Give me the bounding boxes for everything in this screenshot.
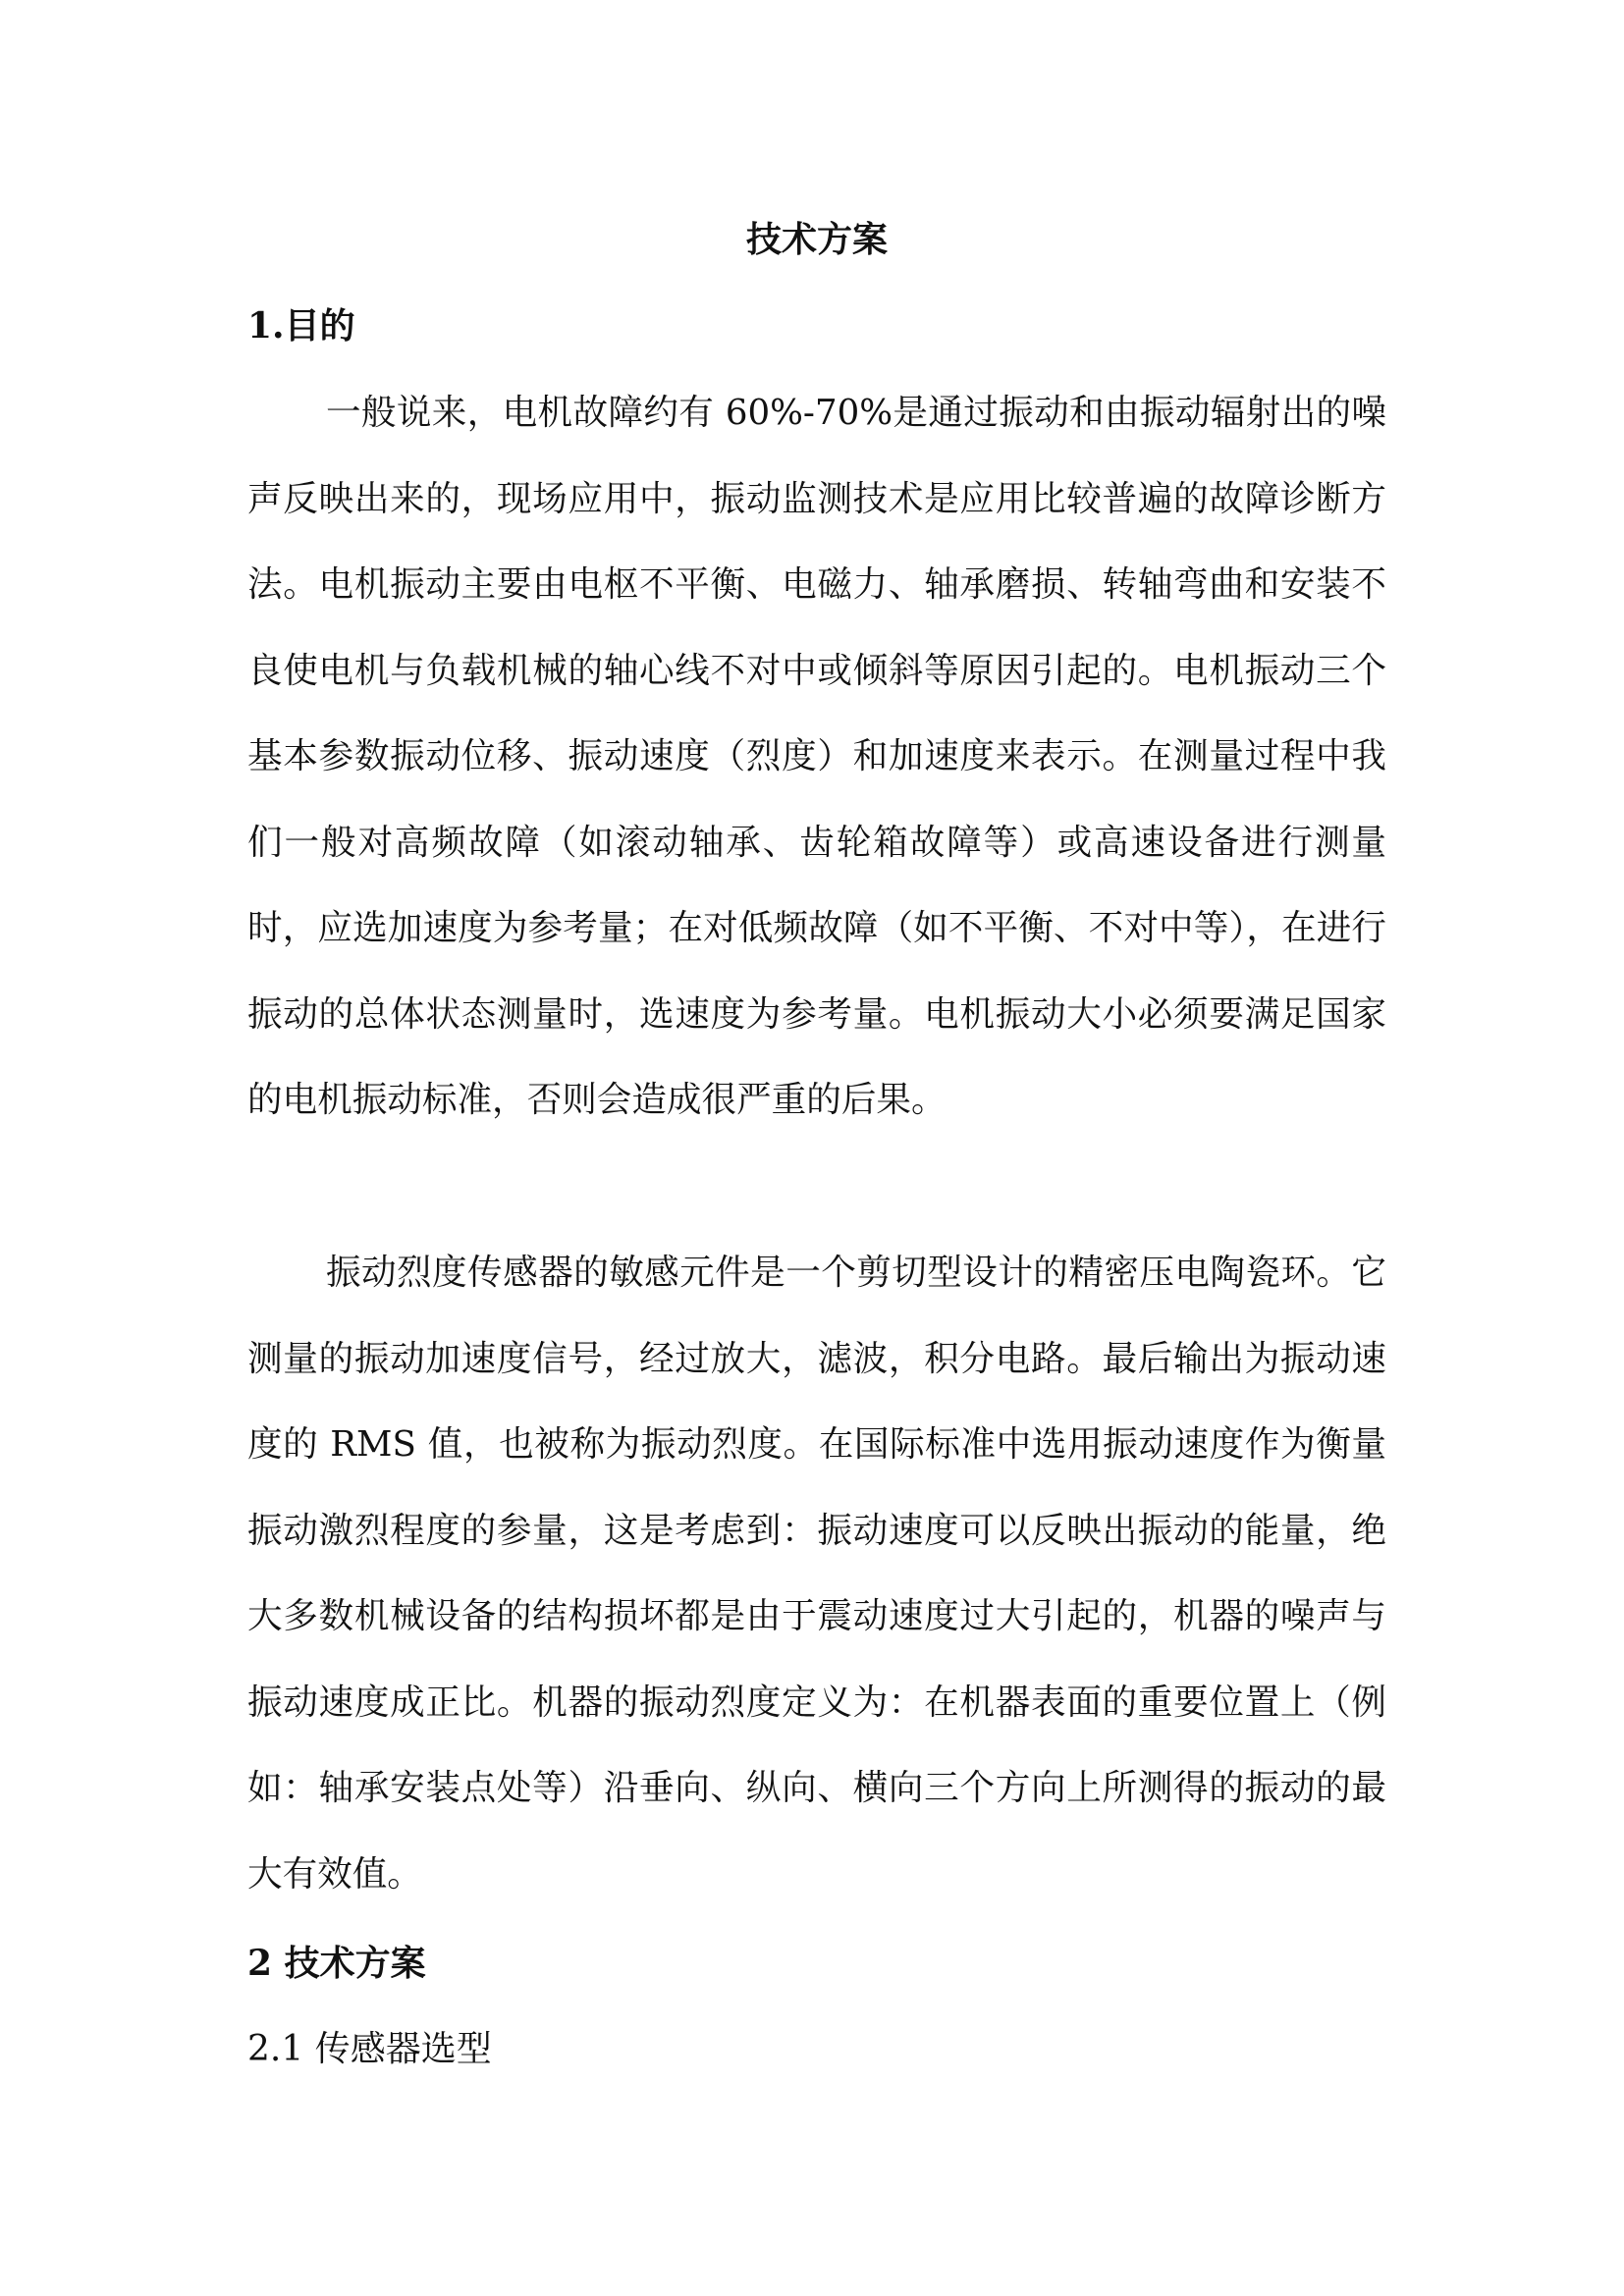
section-heading-technical-plan: 2 技术方案 <box>247 1943 426 1984</box>
paragraph-motor-fault-overview: 一般说来，电机故障约有 60%-70%是通过振动和由振动辐射出的噪声反映出来的，现场应用中，振动监测技术是应用比较普遍的故障诊断方法。电机振动主要由电枢不平衡、电磁力、轴承磨损、转轴弯曲和安装不良使电机与负载机械的轴心线不对中或倾斜等原因引起的。电机振动三个基本参数振动位移、振动速度（烈度）和加速度来表示。在测量过程中我们一般对高频故障（如滚动轴承、齿轮箱故障等）或高速设备进行测量时，应选加速度为参考量；在对低频故障（如不平衡、不对中等），在进行振动的总体状态测量时，选速度为参考量。电机振动大小必须要满足国家的电机振动标准，否则会造成很严重的后果。 <box>247 393 1386 1120</box>
document-title: 技术方案 <box>745 219 888 260</box>
section-heading-purpose: 1.目的 <box>247 305 355 347</box>
subsection-heading-sensor-selection: 2.1 传感器选型 <box>247 2029 492 2069</box>
document-page <box>247 0 1386 2296</box>
paragraph-vibration-sensor: 振动烈度传感器的敏感元件是一个剪切型设计的精密压电陶瓷环。它测量的振动加速度信号，经过放大，滤波，积分电路。最后输出为振动速度的 RMS 值，也被称为振动烈度。在国际标准中选用振动速度作为衡量振动激烈程度的参量，这是考虑到：振动速度可以反映出振动的能量，绝大多数机械设备的结构损坏都是由于震动速度过大引起的，机器的噪声与振动速度成正比。机器的振动烈度定义为：在机器表面的重要位置上（例如：轴承安装点处等）沿垂向、纵向、横向三个方向上所测得的振动的最大有效值。 <box>247 1253 1386 1895</box>
